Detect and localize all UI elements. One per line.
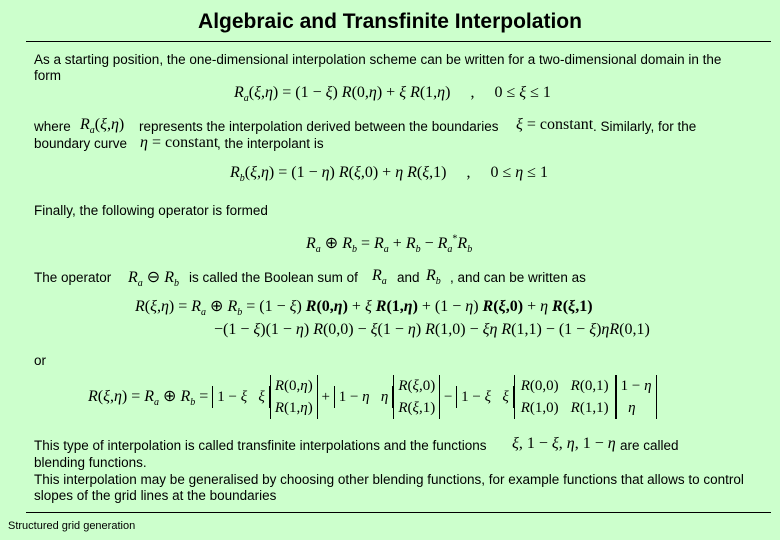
intro-text: As a starting position, the one-dimensional interpolation scheme can be written for a two-dimensional domain in the form	[34, 52, 722, 83]
or-text: or	[34, 353, 47, 368]
finally-text: Finally, the following operator is formed	[34, 203, 268, 218]
equation-matrix-form: $R(\xi,\eta) = R_a$ ⊕ $R_b = 1 - \xi$ ξR(0,η) R(1,η) + 1 − η ηR(ξ,0) R(ξ,1) − 1 − ξ ξR(0,0) R(0,1) R(1,0) R(1,1)1 − η η	[88, 375, 657, 419]
footer-divider	[26, 512, 771, 513]
title-divider	[26, 41, 771, 42]
operator-text: The operator	[34, 270, 112, 285]
represents-text: represents the interpolation derived between the boundaries	[139, 119, 499, 134]
are-called-text: are called	[620, 438, 679, 453]
equation-boolean-sum: $R_a$ ⊕ $R_b = R_a + R_b - R_a^*R_b$	[306, 233, 473, 256]
where-text: where	[34, 119, 71, 134]
ra-symbol: $R_a(\xi,\eta)$	[80, 116, 125, 137]
boundary-curve-text: boundary curve	[34, 136, 128, 151]
equation-expanded-line1: $R(\xi,\eta) = R_a$ ⊕ $R_b = (1 - \xi) R(0,\eta) + \xi$ R(1,η) + (1 − η) R(ξ,0) + η R(ξ,1)	[135, 298, 593, 319]
equation-expanded-line2: −(1 − ξ)(1 − η) R(0,0) − ξ(1 − η) R(1,0) − ξη R(1,1) − (1 − ξ)ηR(0,1)	[214, 321, 650, 338]
equation-rb: $R_b(\xi,\eta) = (1 - \eta) R(\xi,0) + \eta$ R(ξ,1) , 0 ≤ η ≤ 1	[230, 164, 548, 185]
equation-ra: $R_a(\xi,\eta) = (1 - \xi) R(0,\eta) + \xi$ R(1,η) , 0 ≤ ξ ≤ 1	[234, 84, 551, 105]
generalised-text: This interpolation may be generalised by choosing other blending functions, for example functions that allows to control slopes of the grid lines at the boundaries	[34, 472, 744, 503]
transfinite-text: This type of interpolation is called transfinite interpolations and the functions	[34, 438, 487, 453]
blending-functions-text: blending functions.	[34, 455, 147, 470]
xi-constant: ξ = constant	[516, 116, 594, 133]
eta-constant: η = constant	[140, 134, 219, 151]
footer-text: Structured grid generation	[8, 520, 136, 532]
boolean-sum-text: is called the Boolean sum of	[189, 270, 358, 285]
and-text: and	[397, 270, 420, 285]
blending-functions-symbols: ξ, 1 − ξ, η, 1 − η	[512, 435, 616, 452]
operator-symbol: $R_a$ ⊖ $R_b$	[128, 269, 179, 290]
slide-title: Algebraic and Transfinite Interpolation	[198, 10, 582, 33]
similarly-text: . Similarly, for the	[593, 119, 697, 134]
interpolant-text: , the interpolant is	[217, 136, 324, 151]
ra-inline: $R_a$	[372, 267, 387, 288]
rb-inline: $R_b$	[426, 267, 441, 288]
written-as-text: , and can be written as	[450, 270, 586, 285]
